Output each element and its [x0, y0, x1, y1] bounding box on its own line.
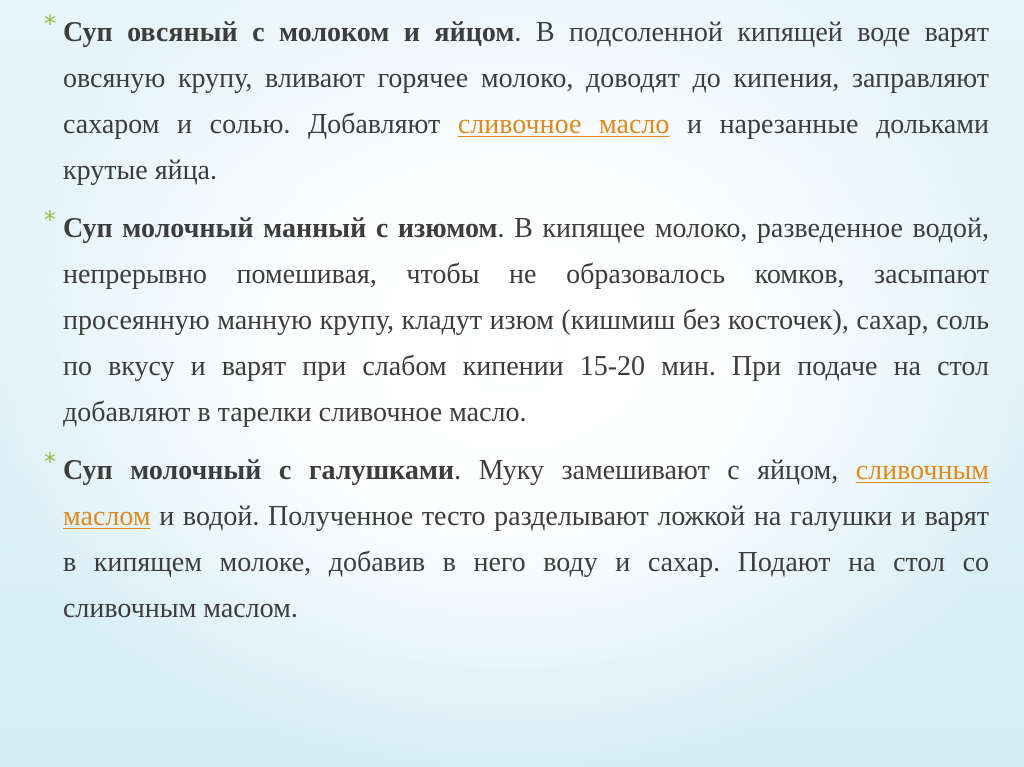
- recipe-title: Суп овсяный с молоком и яйцом: [63, 17, 515, 48]
- recipe-title: Суп молочный с галушками: [63, 455, 455, 486]
- bullet-icon: *: [44, 448, 56, 476]
- recipe-oat-soup: [44, 10, 989, 194]
- recipe-title: Суп молочный манный с изюмом: [63, 213, 498, 244]
- recipe-text: . В подсоленной кипящей воде варят овсяную крупу, вливают горячее молоко, доводят до кипения, заправляют сахаром и солью. Добавляют: [63, 17, 989, 140]
- recipe-text: . Муку замешивают с яйцом,: [454, 455, 856, 486]
- bullet-icon: *: [44, 10, 56, 38]
- recipe-text-tail: и нарезанные дольками крутые яйца.: [63, 109, 989, 186]
- recipe-text: . В кипящее молоко, разведенное водой, непрерывно помешивая, чтобы не образовалось комков, засыпают просеянную манную крупу, кладут изюм (кишмиш без косточек), сахар, соль по вкусу и варят при слабом кипении 15-20 мин. При подаче на стол добавляют в тарелки сливочное масло.: [63, 213, 989, 428]
- recipe-text-tail: и водой. Полученное тесто разделывают ложкой на галушки и варят в кипящем молоке, добавив в него воду и сахар. Подают на стол со сливочным маслом.: [63, 501, 989, 624]
- butter-link[interactable]: сливочное масло: [457, 109, 670, 140]
- butter-link[interactable]: сливочным маслом: [63, 455, 989, 532]
- recipe-dumpling-soup: [44, 448, 989, 632]
- bullet-icon: *: [44, 206, 56, 234]
- slide-content: [44, 10, 989, 644]
- recipe-semolina-soup: [44, 206, 989, 436]
